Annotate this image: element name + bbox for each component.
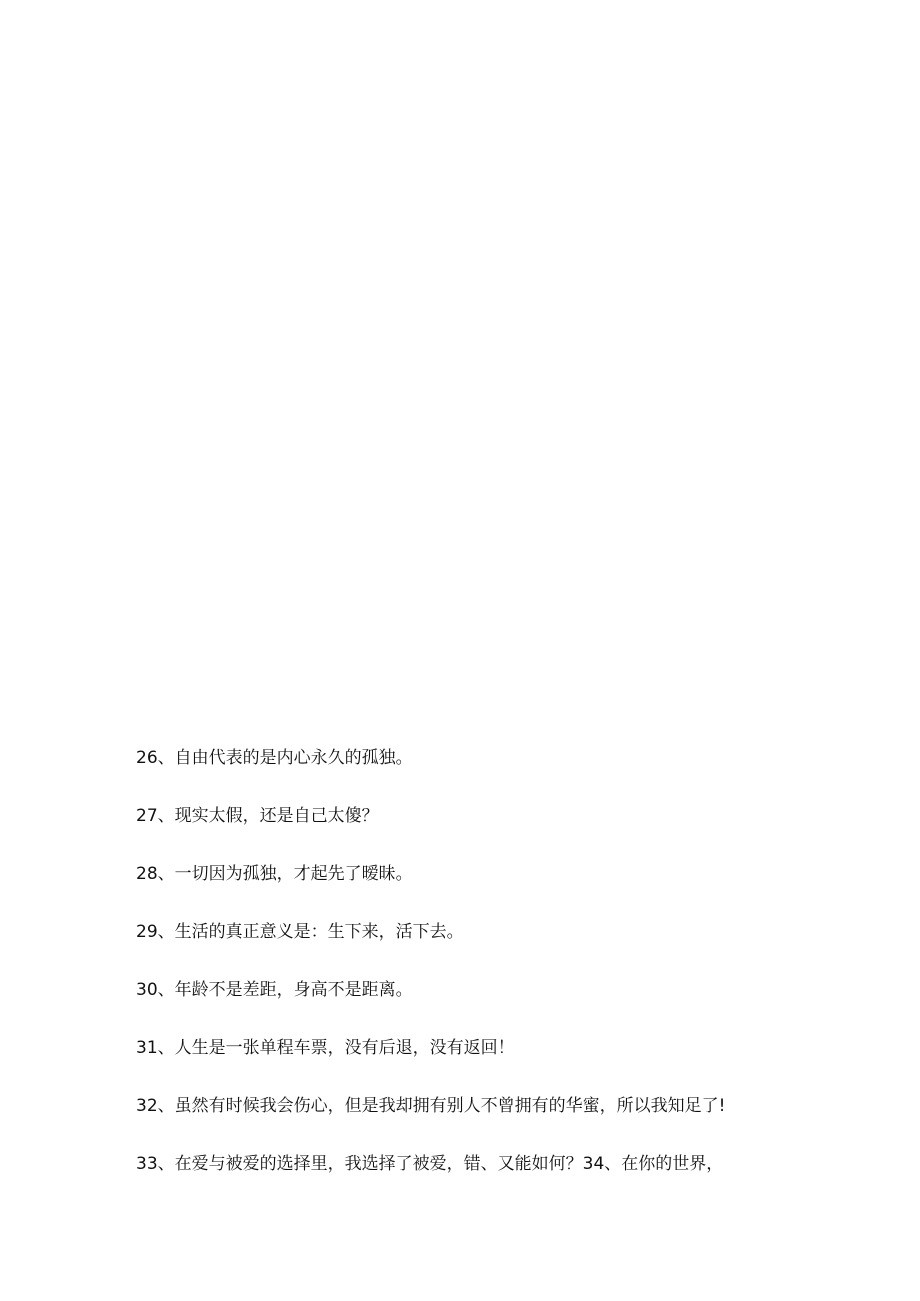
quote-line-29: 29、生活的真正意义是：生下来，活下去。 <box>136 922 464 942</box>
quote-line-26: 26、自由代表的是内心永久的孤独。 <box>136 748 413 768</box>
quote-line-31: 31、人生是一张单程车票，没有后退，没有返回！ <box>136 1038 515 1058</box>
quote-line-30: 30、年龄不是差距，身高不是距离。 <box>136 980 413 1000</box>
quote-line-32: 32、虽然有时候我会伤心，但是我却拥有别人不曾拥有的华蜜，所以我知足了! <box>136 1096 726 1116</box>
quote-line-33: 33、在爱与被爱的选择里，我选择了被爱，错、又能如何？34、在你的世界， <box>136 1154 724 1174</box>
quote-list <box>136 744 896 1208</box>
quote-line-28: 28、一切因为孤独，才起先了暧昧。 <box>136 864 413 884</box>
quote-line-27: 27、现实太假，还是自己太傻？ <box>136 806 379 826</box>
